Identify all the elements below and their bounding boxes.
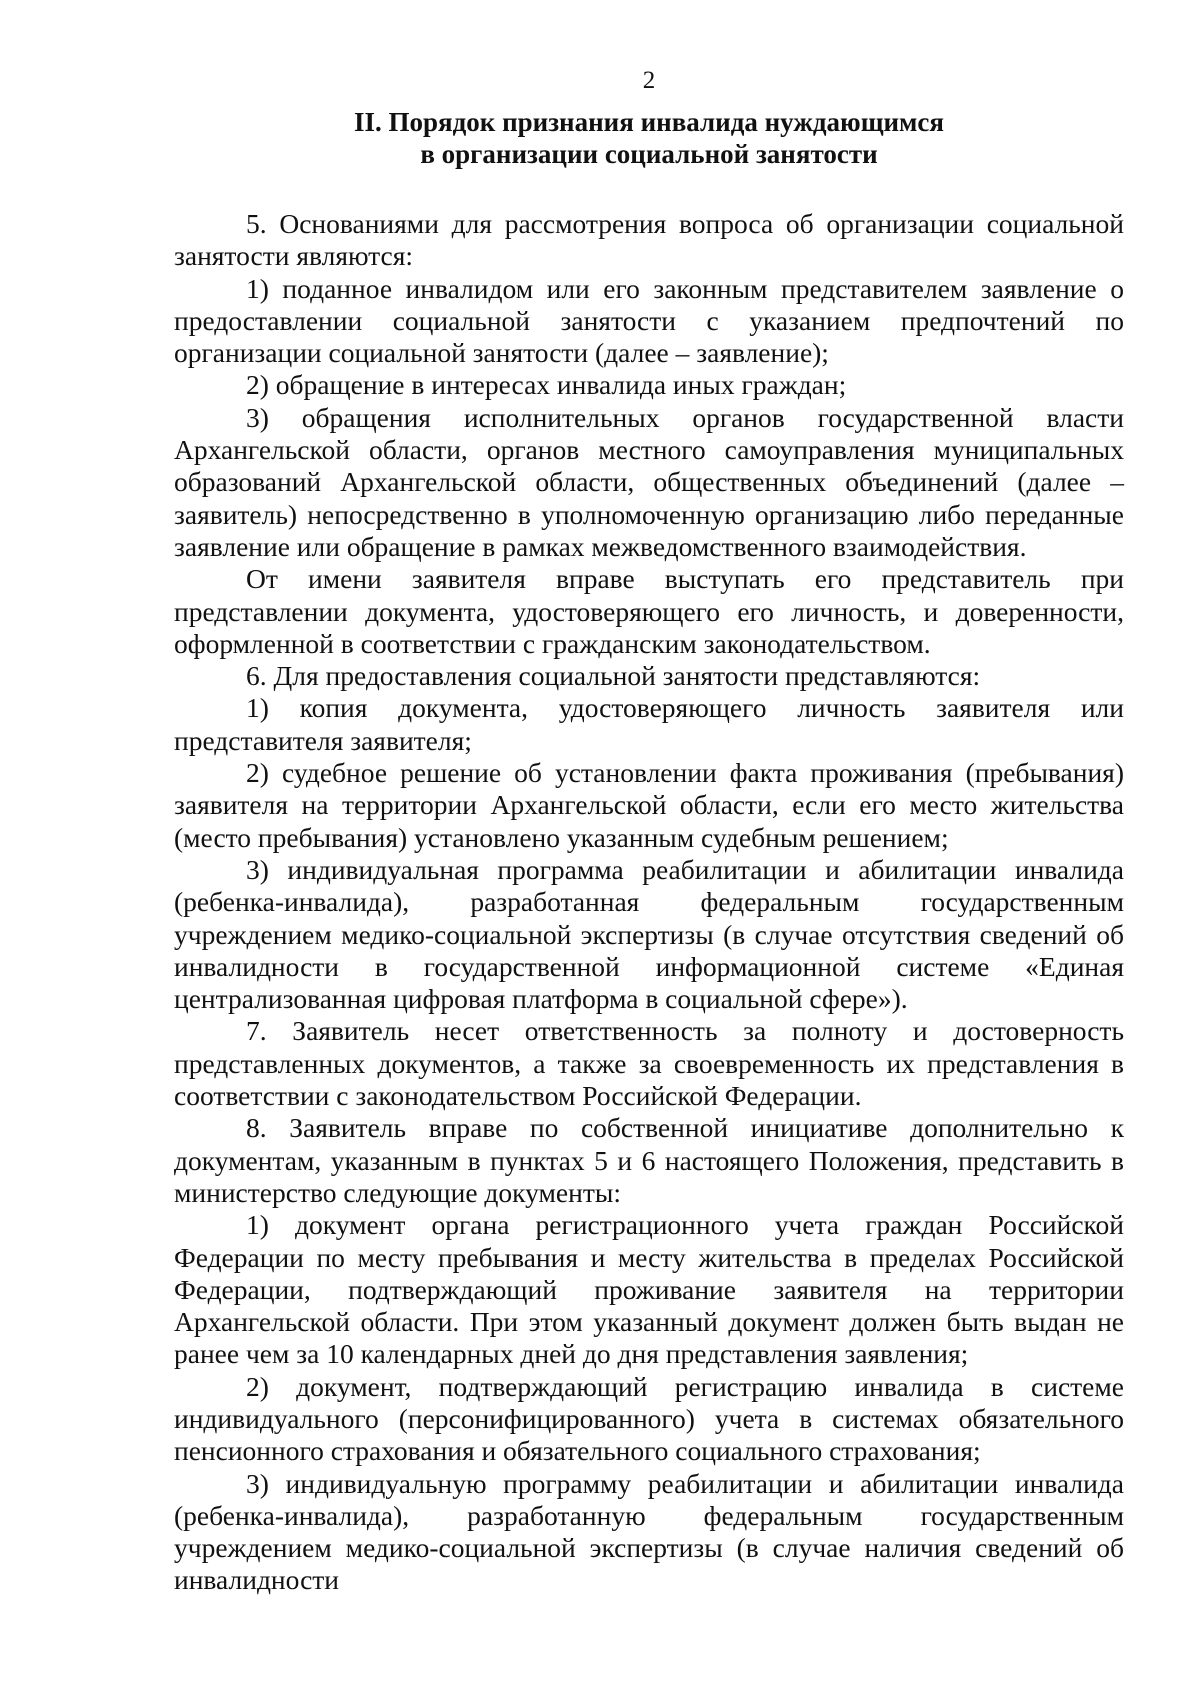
paragraph-8-item-1: 1) документ органа регистрационного учета граждан Российской Федерации по месту пребывания и месту жительства в пределах Российской Федерации, подтверждающий проживание заявителя на территории Архангельской области. При этом указанный документ должен быть выдан не ранее чем за 10 календарных дней до дня представления заявления; [174,1209,1124,1370]
paragraph-5-item-3: 3) обращения исполнительных органов государственной власти Архангельской области, органов местного самоуправления муниципальных образований Архангельской области, общественных объединений (далее – заявитель) непосредственно в уполномоченную организацию либо переданные заявление или обращение в рамках межведомственного взаимодействия. [174,401,1124,562]
section-title [174,106,1124,170]
paragraph-7: 7. Заявитель несет ответственность за полноту и достоверность представленных документов, а также за своевременность их представления в соответствии с законодательством Российской Федерации. [174,1015,1124,1112]
document-page [174,66,1124,1597]
paragraph-6-item-3: 3) индивидуальная программа реабилитации и абилитации инвалида (ребенка-инвалида), разработанная федеральным государственным учреждением медико-социальной экспертизы (в случае отсутствия сведений об инвалидности в государственной информационной системе «Единая централизованная цифровая платформа в социальной сфере»). [174,853,1124,1015]
paragraph-5: 5. Основаниями для рассмотрения вопроса об организации социальной занятости являются: [174,208,1124,272]
page-number: 2 [642,67,656,94]
document-body [174,208,1124,1597]
section-title-line-2: в организации социальной занятости [420,139,878,169]
paragraph-representative: От имени заявителя вправе выступать его представитель при представлении документа, удостоверяющего его личность, и доверенности, оформленной в соответствии с гражданским законодательством. [174,563,1124,659]
paragraph-8-item-2: 2) документ, подтверждающий регистрацию инвалида в системе индивидуального (персонифицированного) учета в системах обязательного пенсионного страхования и обязательного социального страхования; [174,1370,1124,1467]
paragraph-8: 8. Заявитель вправе по собственной инициативе дополнительно к документам, указанным в пунктах 5 и 6 настоящего Положения, представить в министерство следующие документы: [174,1112,1124,1208]
paragraph-6: 6. Для предоставления социальной занятости представляются: [246,660,981,692]
paragraph-6-item-1: 1) копия документа, удостоверяющего личность заявителя или представителя заявителя; [174,692,1124,756]
paragraph-5-item-2: 2) обращение в интересах инвалида иных граждан; [246,369,847,401]
section-title-line-1: II. Порядок признания инвалида нуждающимся [353,107,945,137]
paragraph-5-item-1: 1) поданное инвалидом или его законным представителем заявление о предоставлении социальной занятости с указанием предпочтений по организации социальной занятости (далее – заявление); [174,272,1124,369]
paragraph-6-item-2: 2) судебное решение об установлении факта проживания (пребывания) заявителя на территории Архангельской области, если его место жительства (место пребывания) установлено указанным судебным решением; [174,757,1124,853]
paragraph-8-item-3: 3) индивидуальную программу реабилитации и абилитации инвалида (ребенка-инвалида), разработанную федеральным государственным учреждением медико-социальной экспертизы (в случае наличия сведений об инвалидности [174,1467,1124,1596]
